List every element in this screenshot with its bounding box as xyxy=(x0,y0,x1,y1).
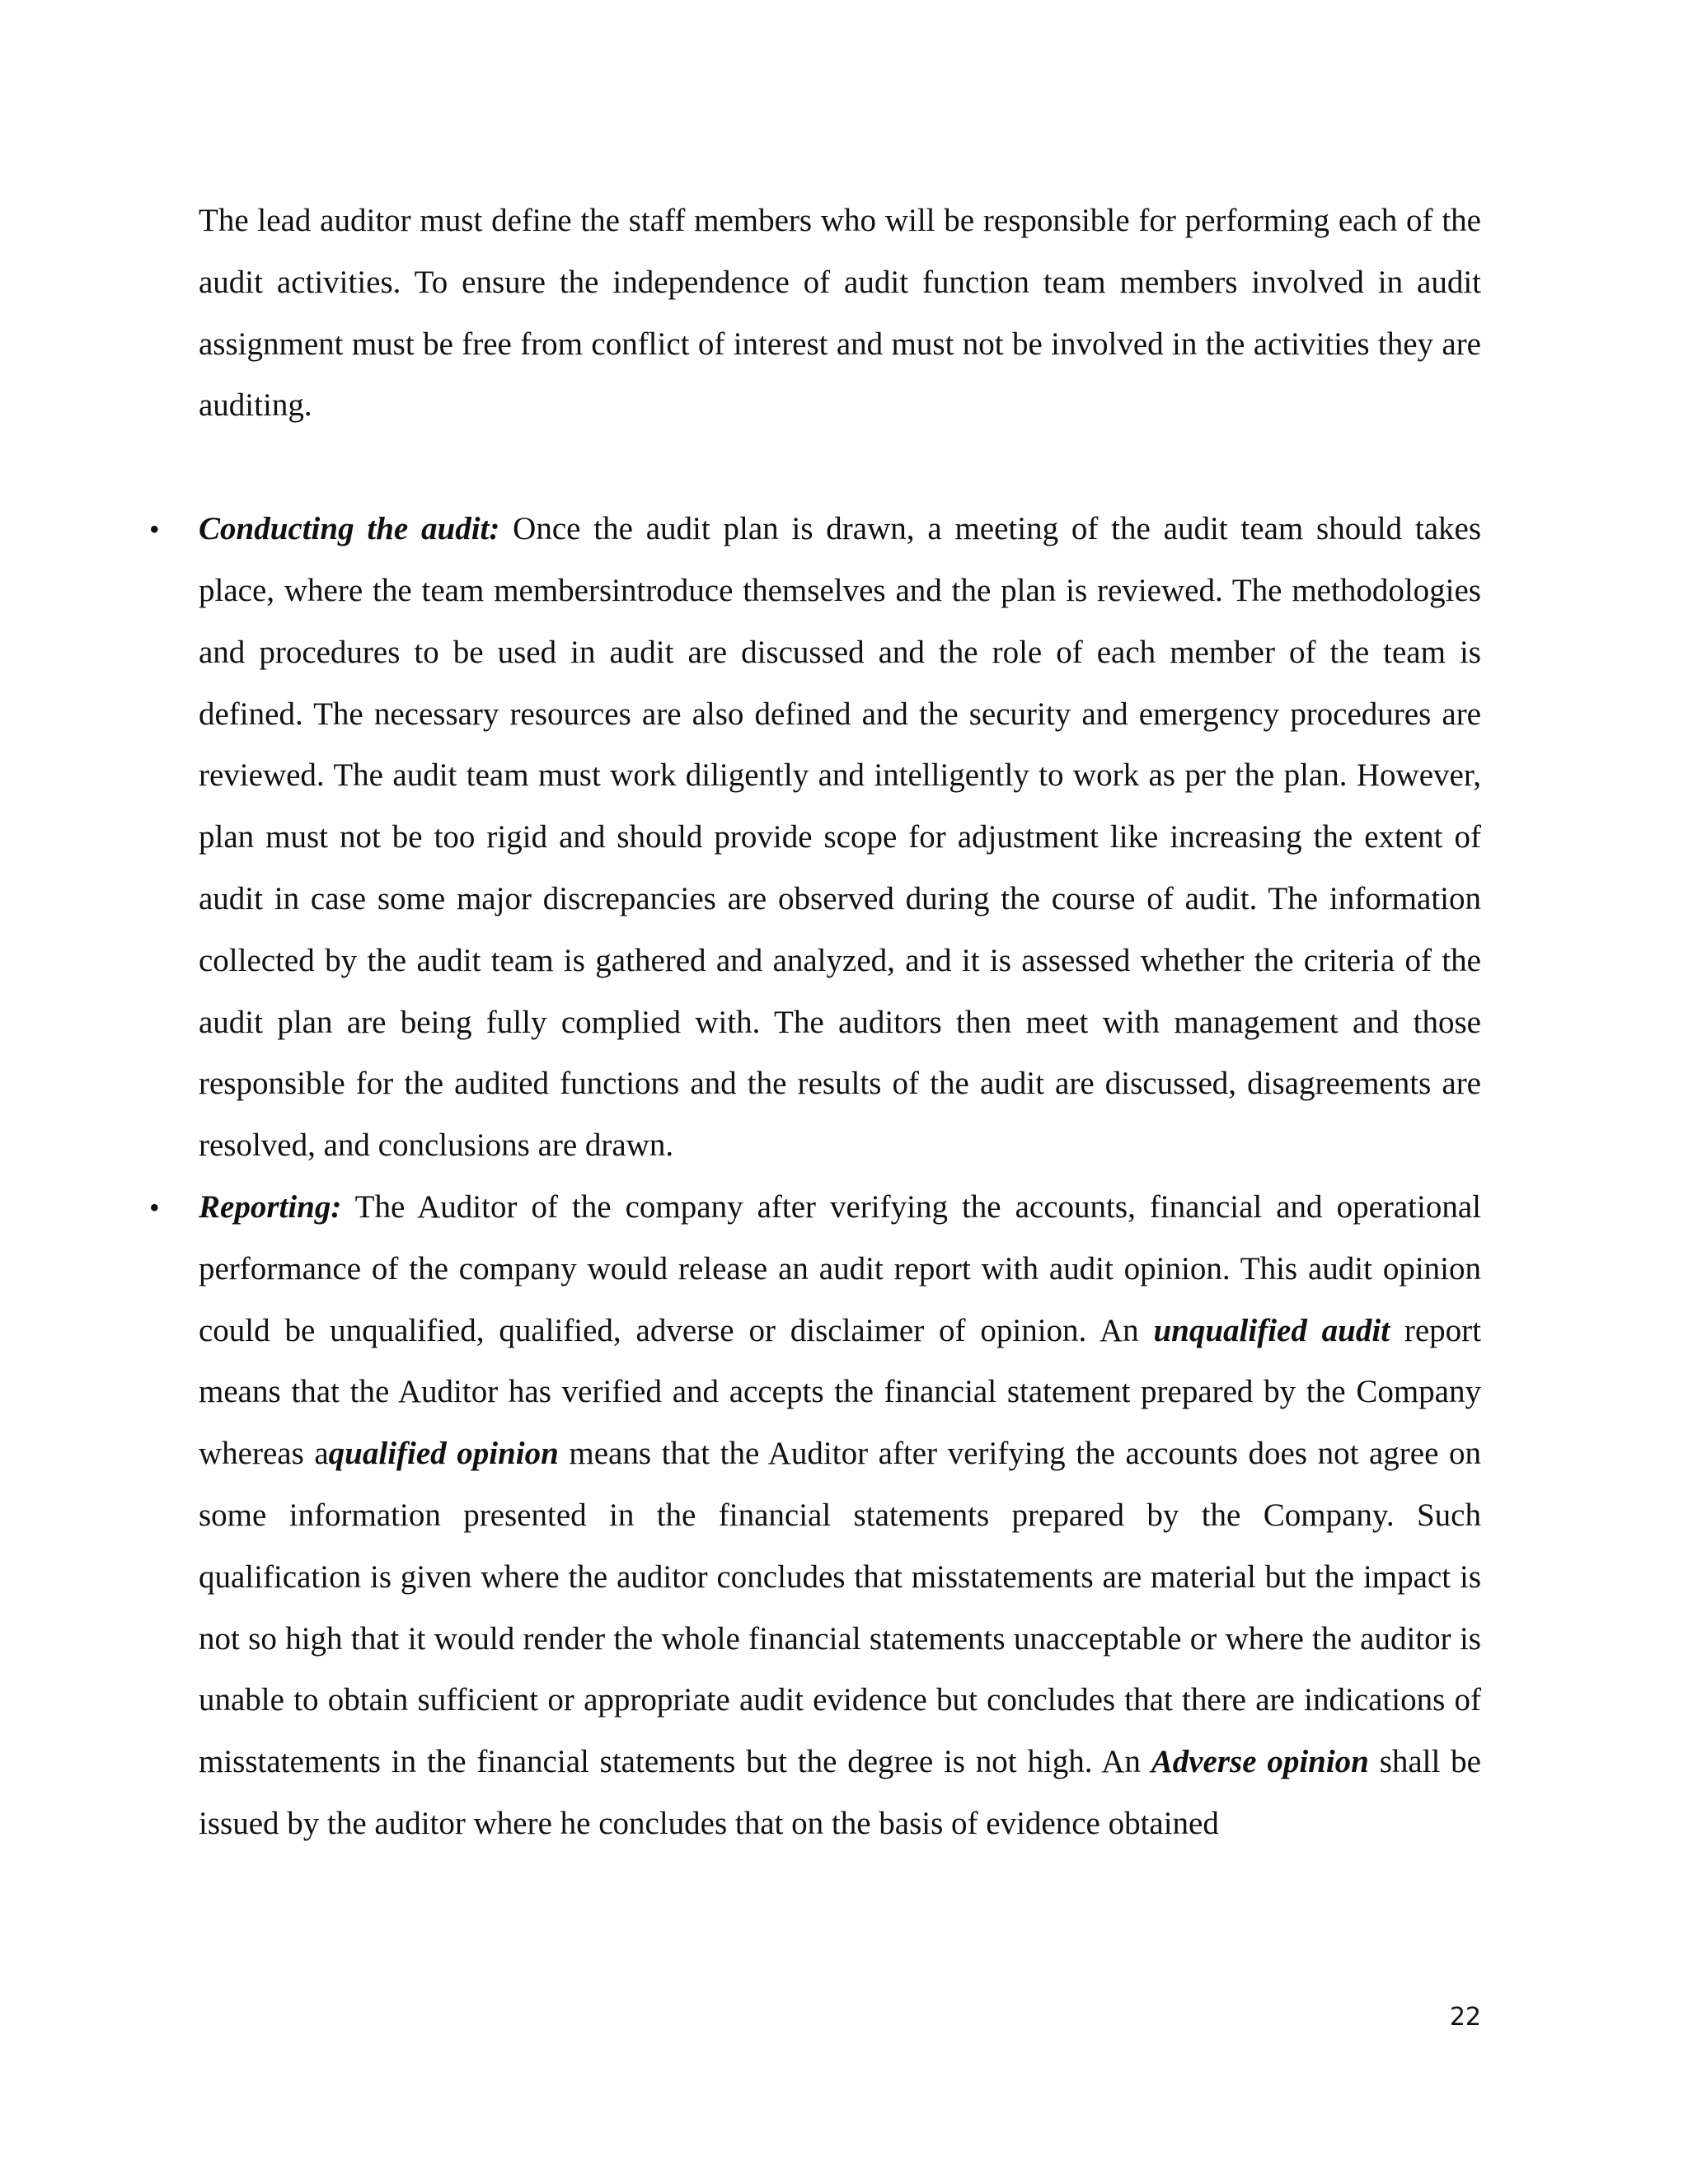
conducting-text: Once the audit plan is drawn, a meeting of the audit team should takes place, where the team membersintroduce themselves and the plan is reviewed. The methodologies and procedures to be used in audit are discussed and the role of each member of the team is defined. The necessary resources are also defined and the security and emergency procedures are reviewed. The audit team must work diligently and intelligently to work as per the plan. However, plan must not be too rigid and should provide scope for adjustment like increasing the extent of audit in case some major discrepancies are observed during the course of audit. The information collected by the audit team is gathered and analyzed, and it is assessed whether the criteria of the audit plan are being fully complied with. The auditors then meet with management and those responsible for the audited functions and the results of the audit are discussed, disagreements are resolved, and conclusions are drawn. xyxy=(199,511,1481,1164)
reporting-text-1: The Auditor of the company after verifying the accounts, financial and operational performance of the company would release an audit report with audit opinion. This audit opinion could be unqualified, qualified, adverse or disclaimer of opinion. An xyxy=(199,1188,1481,1348)
term-qualified-opinion: qualified opinion xyxy=(328,1436,559,1472)
bullet-list xyxy=(149,499,1482,1855)
conducting-heading: Conducting the audit: xyxy=(199,511,500,547)
page-number: 22 xyxy=(1449,2003,1481,2032)
page-content xyxy=(149,190,1482,1855)
reporting-text-3: means that the Auditor after verifying the accounts does not agree on some information presented in the financial statements prepared by the Company. Such qualification is given where the auditor concludes that misstatements are material but the impact is not so high that it would render the whole financial statements unacceptable or where the auditor is unable to obtain sufficient or appropriate audit evidence but concludes that there are indications of misstatements in the financial statements but the degree is not high. An xyxy=(199,1436,1482,1780)
reporting-paragraph xyxy=(199,1177,1481,1855)
bullet-icon: • xyxy=(149,513,160,546)
bullet-reporting xyxy=(149,1177,1482,1855)
term-adverse-opinion: Adverse opinion xyxy=(1151,1744,1369,1780)
intro-paragraph: The lead auditor must define the staff members who will be responsible for performing each of the audit activities. To ensure the independence of audit function team members involved in audit assignment must be free from conflict of interest and must not be involved in the activities they are auditing. xyxy=(199,203,1481,424)
reporting-text-4: shall be issued by the auditor where he concludes that on the basis of evidence obtained xyxy=(199,1744,1481,1841)
reporting-text-2: report means that the Auditor has verified and accepts the financial statement prepared by the Company whereas a xyxy=(199,1312,1482,1472)
bullet-conducting-the-audit xyxy=(149,499,1481,1177)
reporting-heading: Reporting: xyxy=(199,1188,342,1225)
term-unqualified-audit: unqualified audit xyxy=(1153,1312,1390,1348)
bullet-icon: • xyxy=(149,1190,160,1224)
conducting-paragraph xyxy=(199,499,1481,1177)
